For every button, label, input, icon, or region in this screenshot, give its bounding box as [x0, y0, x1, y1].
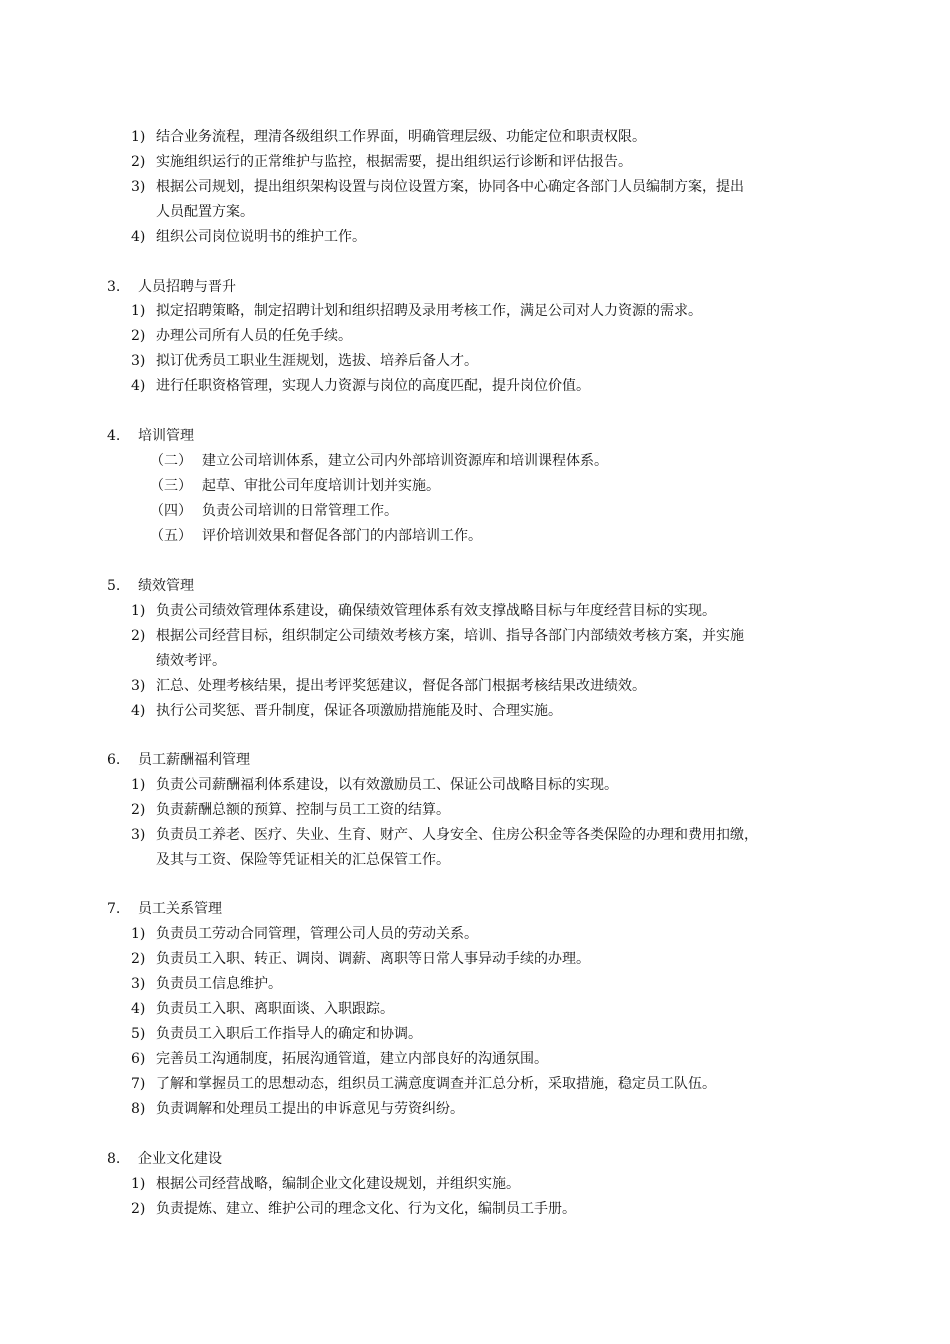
item-number: 7) [131, 1076, 146, 1092]
item-number: 3) [131, 976, 146, 992]
item-number: 1) [131, 603, 146, 619]
item-number: （四） [150, 503, 192, 519]
item-text: 负责提炼、建立、维护公司的理念文化、行为文化，编制员工手册。 [156, 1201, 576, 1217]
item-number: 2) [131, 628, 146, 644]
item-number: 4) [131, 703, 146, 719]
section-number: 4. [107, 428, 121, 444]
item-text: 执行公司奖惩、晋升制度，保证各项激励措施能及时、合理实施。 [156, 703, 562, 719]
item-text: 汇总、处理考核结果，提出考评奖惩建议，督促各部门根据考核结果改进绩效。 [156, 678, 646, 694]
item-number: 4) [131, 1001, 146, 1017]
list-item-continuation: 绩效考评。 [156, 653, 226, 669]
item-text: 负责员工入职、离职面谈、入职跟踪。 [156, 1001, 394, 1017]
item-text: 根据公司经营目标，组织制定公司绩效考核方案，培训、指导各部门内部绩效考核方案，并实施 [156, 628, 744, 644]
item-text: 了解和掌握员工的思想动态，组织员工满意度调查并汇总分析，采取措施，稳定员工队伍。 [156, 1076, 716, 1092]
section-number: 7. [107, 901, 121, 917]
section-title: 员工薪酬福利管理 [138, 752, 250, 768]
item-text: 进行任职资格管理，实现人力资源与岗位的高度匹配，提升岗位价值。 [156, 378, 590, 394]
item-text: 根据公司规划，提出组织架构设置与岗位设置方案，协同各中心确定各部门人员编制方案，提出 [156, 179, 744, 195]
item-text: 负责员工养老、医疗、失业、生育、财产、人身安全、住房公积金等各类保险的办理和费用扣缴， [156, 827, 758, 843]
item-number: 4) [131, 378, 146, 394]
item-text: 评价培训效果和督促各部门的内部培训工作。 [202, 528, 482, 544]
item-number: 3) [131, 179, 146, 195]
section-title: 培训管理 [138, 428, 194, 444]
section-title: 员工关系管理 [138, 901, 222, 917]
item-number: （二） [150, 453, 192, 469]
item-text: 根据公司经营战略，编制企业文化建设规划，并组织实施。 [156, 1176, 520, 1192]
item-number: 1) [131, 777, 146, 793]
list-item-continuation: 人员配置方案。 [156, 204, 254, 220]
item-number: 2) [131, 328, 146, 344]
list-item-continuation: 及其与工资、保险等凭证相关的汇总保管工作。 [156, 852, 450, 868]
item-number: 1) [131, 1176, 146, 1192]
item-text: 负责员工劳动合同管理，管理公司人员的劳动关系。 [156, 926, 478, 942]
item-number: 1) [131, 926, 146, 942]
item-text: 实施组织运行的正常维护与监控，根据需要，提出组织运行诊断和评估报告。 [156, 154, 632, 170]
section-number: 5. [107, 578, 121, 594]
item-number: 4) [131, 229, 146, 245]
item-number: 3) [131, 827, 146, 843]
item-number: 2) [131, 951, 146, 967]
item-text: 拟订优秀员工职业生涯规划，选拔、培养后备人才。 [156, 353, 478, 369]
section-number: 8. [107, 1151, 121, 1167]
section-title: 人员招聘与晋升 [138, 279, 236, 295]
section-number: 3. [107, 279, 121, 295]
item-text: 负责公司绩效管理体系建设，确保绩效管理体系有效支撑战略目标与年度经营目标的实现。 [156, 603, 716, 619]
item-text: 负责公司培训的日常管理工作。 [202, 503, 398, 519]
section-number: 6. [107, 752, 121, 768]
item-number: 1) [131, 303, 146, 319]
item-text: 负责员工入职后工作指导人的确定和协调。 [156, 1026, 422, 1042]
item-text: 起草、审批公司年度培训计划并实施。 [202, 478, 440, 494]
item-text: 结合业务流程，理清各级组织工作界面，明确管理层级、功能定位和职责权限。 [156, 129, 646, 145]
item-text: 负责员工信息维护。 [156, 976, 282, 992]
item-text: 拟定招聘策略，制定招聘计划和组织招聘及录用考核工作，满足公司对人力资源的需求。 [156, 303, 702, 319]
item-number: 6) [131, 1051, 146, 1067]
item-number: 2) [131, 154, 146, 170]
item-text: 负责员工入职、转正、调岗、调薪、离职等日常人事异动手续的办理。 [156, 951, 590, 967]
item-text: 完善员工沟通制度，拓展沟通管道，建立内部良好的沟通氛围。 [156, 1051, 548, 1067]
item-number: 1) [131, 129, 146, 145]
item-number: 5) [131, 1026, 146, 1042]
item-number: 3) [131, 353, 146, 369]
item-text: 组织公司岗位说明书的维护工作。 [156, 229, 366, 245]
item-text: 负责公司薪酬福利体系建设，以有效激励员工、保证公司战略目标的实现。 [156, 777, 618, 793]
item-text: 办理公司所有人员的任免手续。 [156, 328, 352, 344]
item-text: 建立公司培训体系，建立公司内外部培训资源库和培训课程体系。 [202, 453, 608, 469]
item-number: 3) [131, 678, 146, 694]
item-number: （三） [150, 478, 192, 494]
item-number: （五） [150, 528, 192, 544]
item-number: 2) [131, 1201, 146, 1217]
item-number: 8) [131, 1101, 146, 1117]
section-title: 企业文化建设 [138, 1151, 222, 1167]
item-text: 负责调解和处理员工提出的申诉意见与劳资纠纷。 [156, 1101, 464, 1117]
section-title: 绩效管理 [138, 578, 194, 594]
item-text: 负责薪酬总额的预算、控制与员工工资的结算。 [156, 802, 450, 818]
item-number: 2) [131, 802, 146, 818]
